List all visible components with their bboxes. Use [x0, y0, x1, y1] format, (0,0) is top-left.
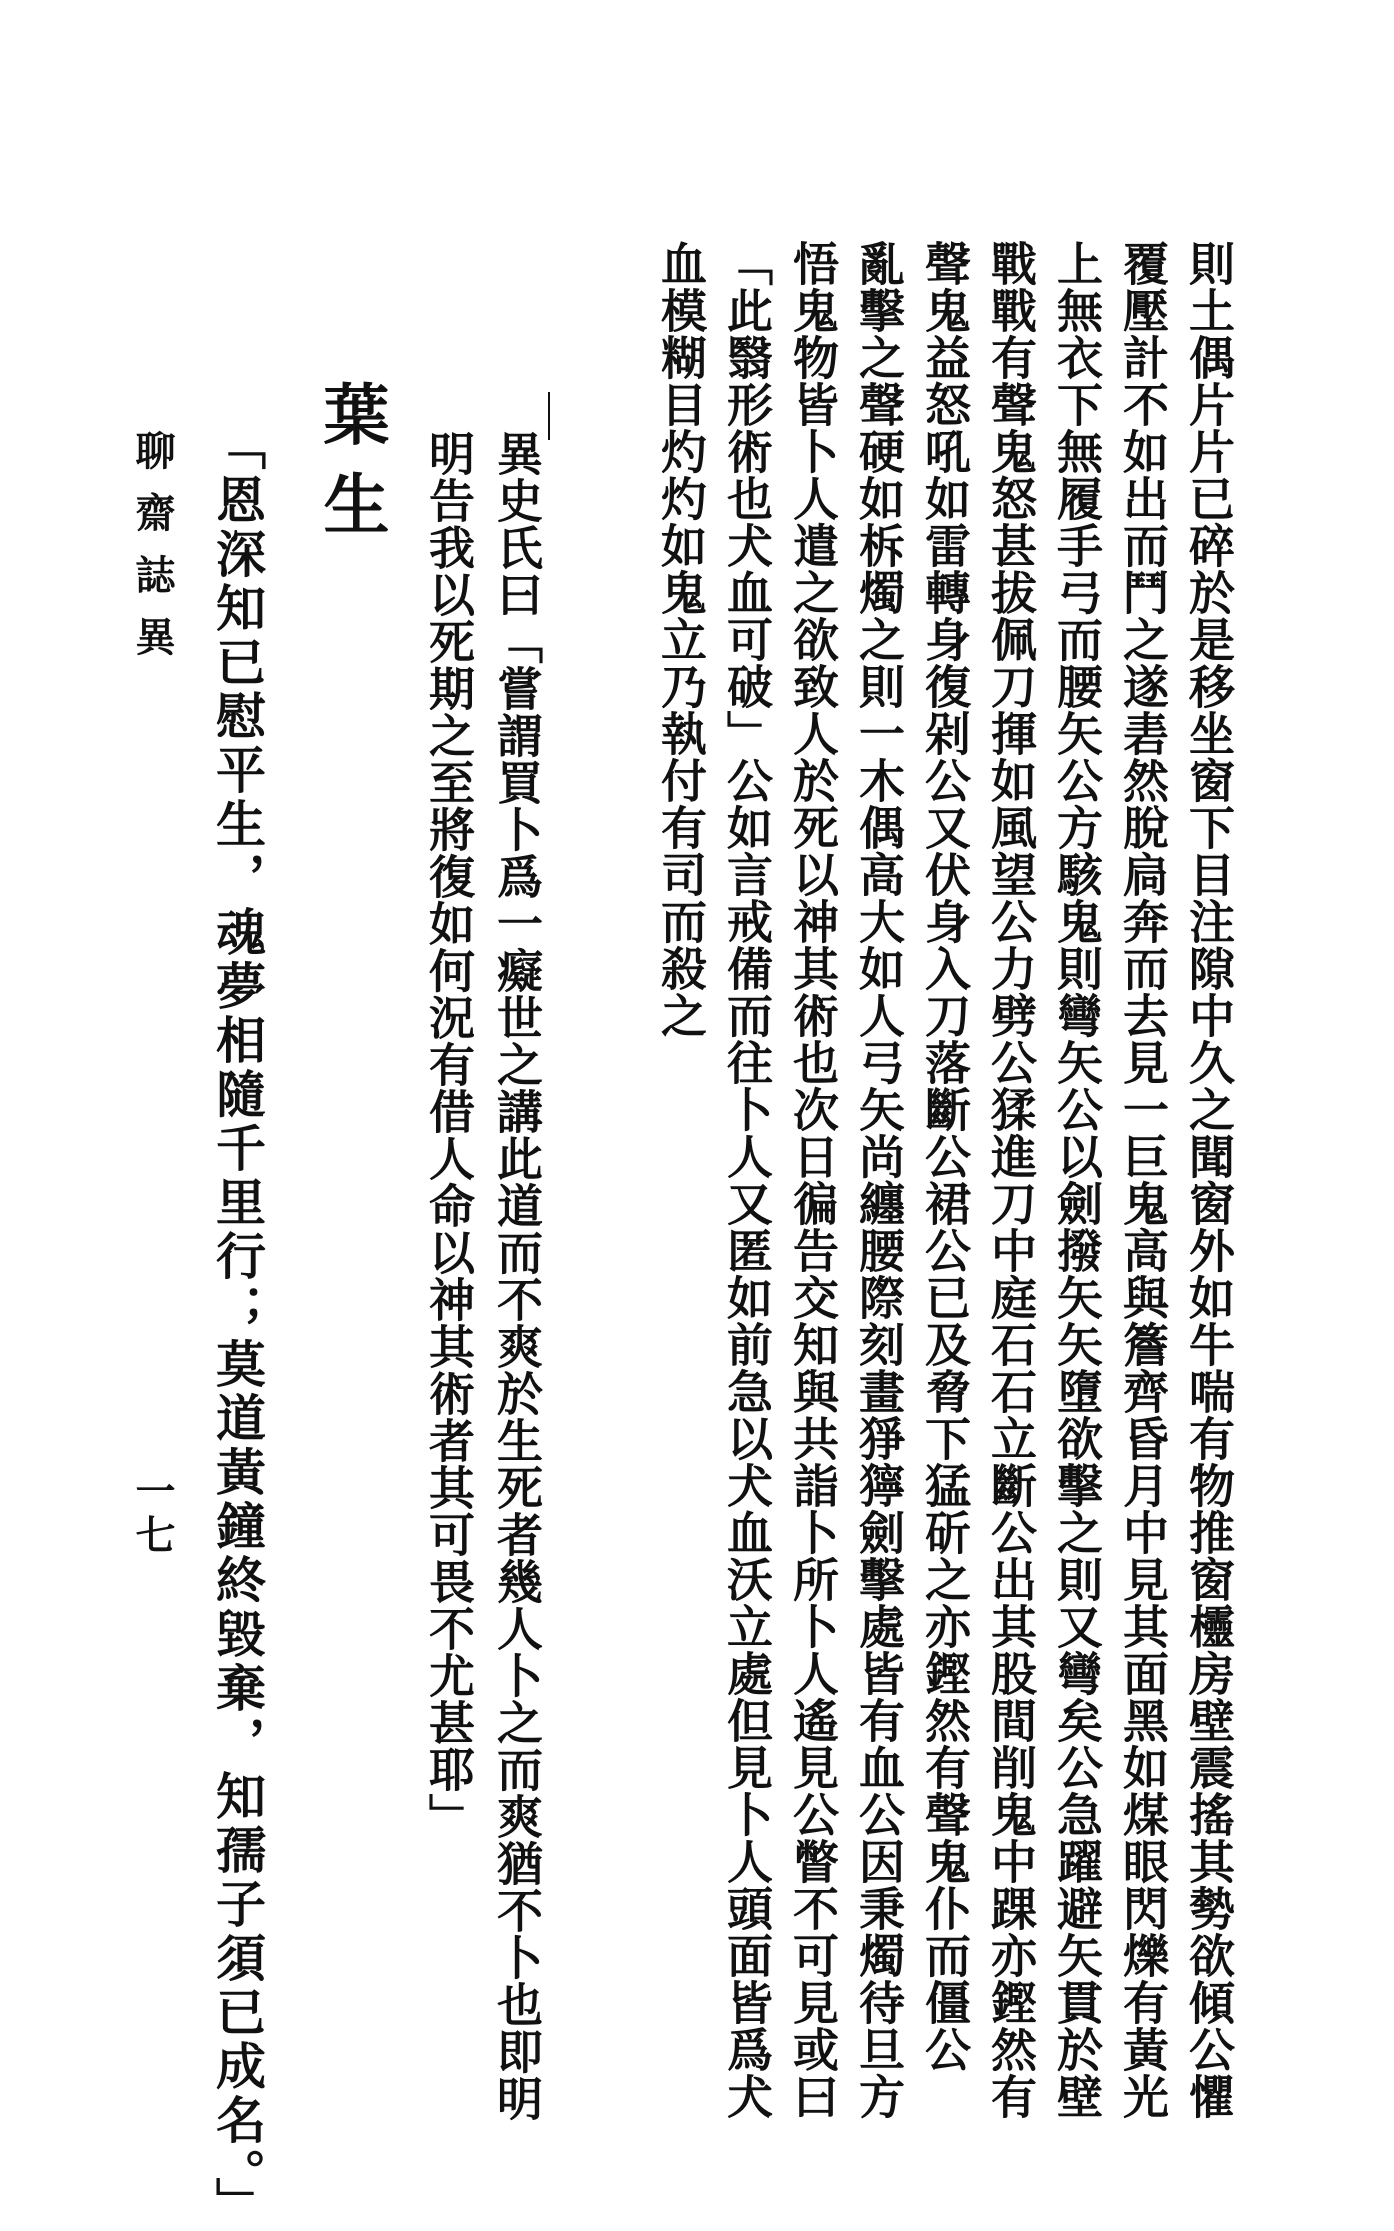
- commentary-column-2: 明告我以死期之至將復如何況有借人命以神其術者其可畏不尤甚耶」: [422, 430, 476, 1840]
- text-column-9: 血模糊目灼灼如鬼立乃執付有司而殺之: [654, 240, 708, 1039]
- text-column-3: 上無衣下無履手弓而腰矢公方駭鬼則彎矢公以劍撥矢矢墮欲擊之則又彎矣公急躍避矢貫於壁: [1050, 240, 1104, 2120]
- text-column-5: 聲鬼益怒吼如雷轉身復剁公又伏身入刀落斷公裙公已及脅下猛斫之亦鏗然有聲鬼仆而僵公: [918, 240, 972, 2073]
- text-column-7: 悟鬼物皆卜人遣之欲致人於死以神其術也次日徧告交知與共詣卜所卜人遙見公瞥不可見或曰: [786, 240, 840, 2120]
- text-column-4: 戰戰有聲鬼怒甚拔佩刀揮如風望公力劈公猱進刀中庭石石立斷公出其股間削鬼中踝亦鏗然有: [984, 240, 1038, 2120]
- commentary-rule: [548, 392, 550, 440]
- text-column-8: 「此翳形術也犬血可破」公如言戒備而往卜人又匿如前急以犬血沃立處但見卜人頭面皆爲犬: [720, 240, 774, 2120]
- page-number: 一七: [129, 1470, 176, 1558]
- text-column-2: 覆壓計不如出而鬥之遂砉然脫扃奔而去見一巨鬼高與簷齊昏月中見其面黑如煤眼閃爍有黃光: [1116, 240, 1170, 2120]
- text-column-6: 亂擊之聲硬如柝燭之則一木偶高大如人弓矢尚纏腰際刻畫猙獰劍擊處皆有血公因秉燭待旦方: [852, 240, 906, 2120]
- text-column-1: 則土偶片片已碎於是移坐窗下目注隙中久之聞窗外如牛喘有物推窗欞房壁震搖其勢欲傾公懼: [1182, 240, 1236, 2120]
- commentary-column-1: 異史氏曰「嘗謂買卜爲一癡世之講此道而不爽於生死者幾人卜之而爽猶不卜也即明: [490, 430, 544, 2122]
- story-title: 葉生: [312, 380, 390, 560]
- running-title: 聊齋誌異: [129, 430, 176, 678]
- opening-poem: 「恩深知已慰平生，魂夢相隨千里行；莫道黃鐘終毀棄，知孺子須已成名。」: [208, 420, 267, 2231]
